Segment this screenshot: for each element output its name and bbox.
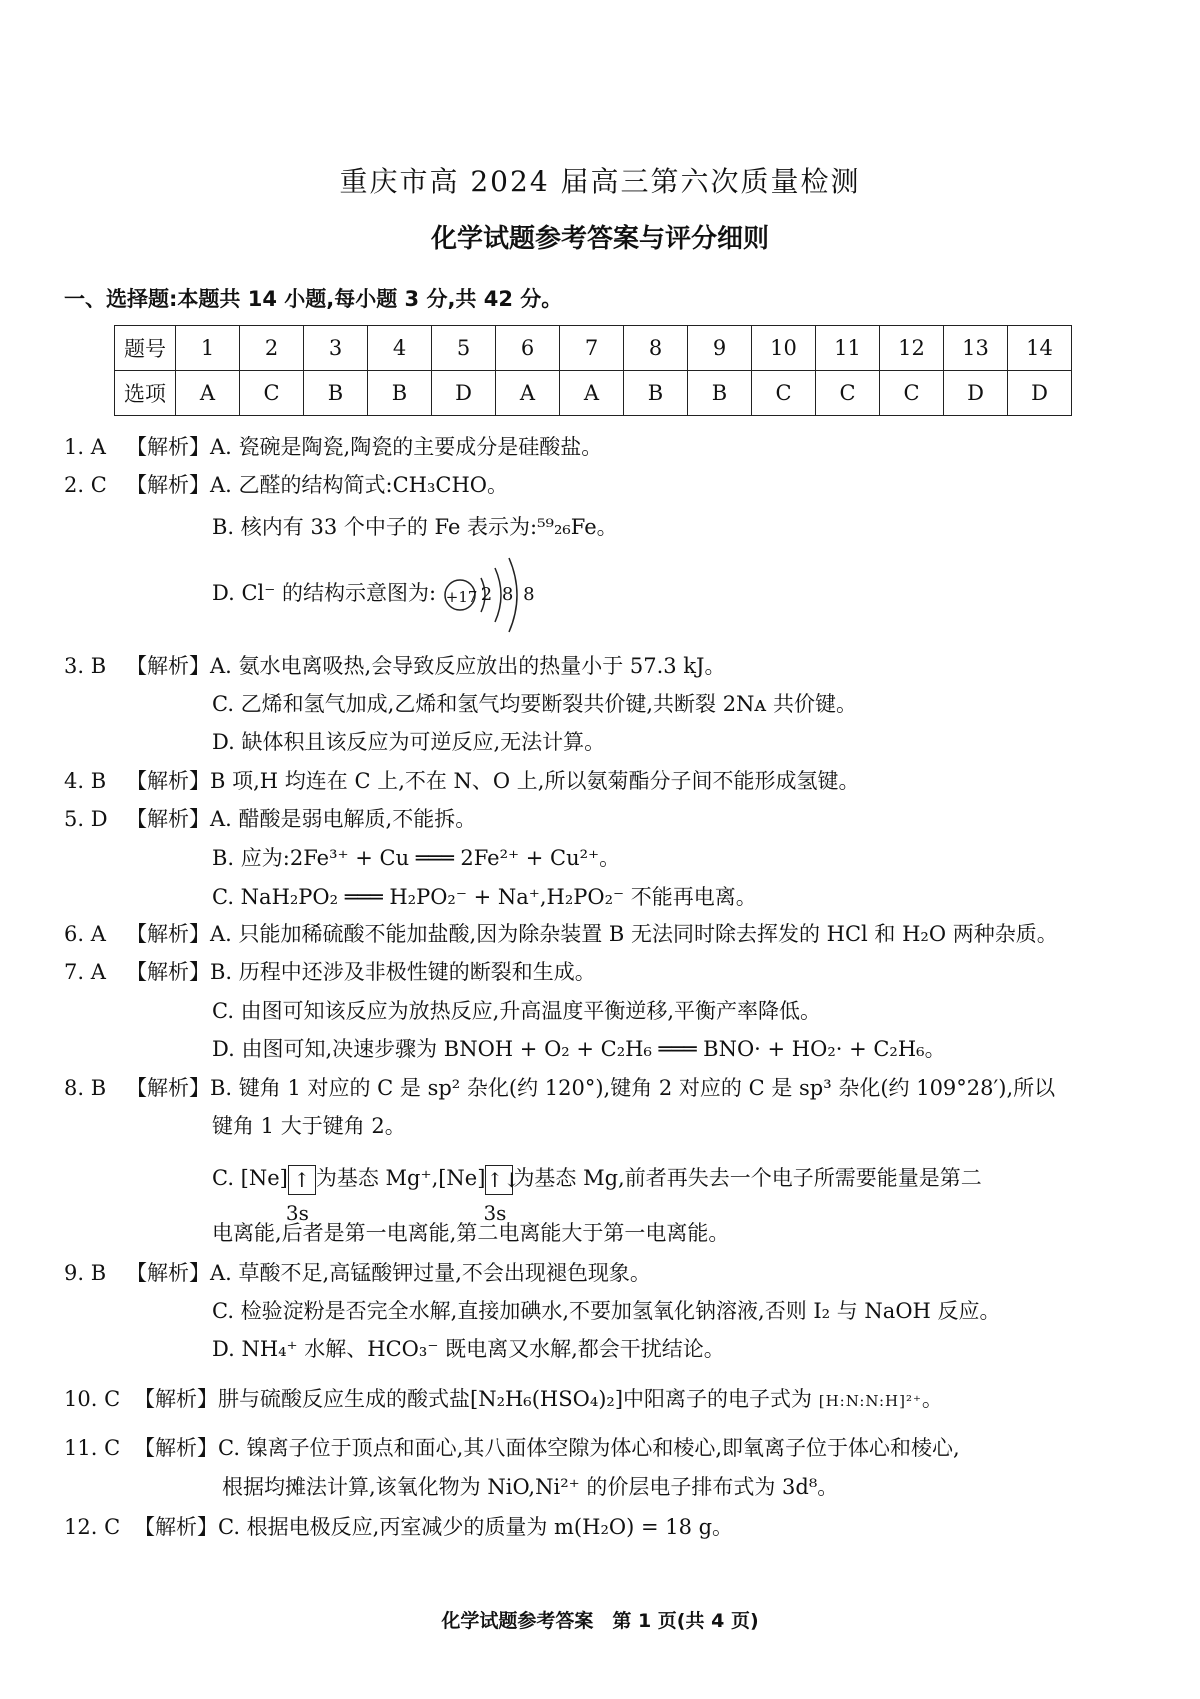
answer-cell: A (176, 371, 240, 416)
answer-cell: D (1008, 371, 1072, 416)
explanation-q5-b: B. 应为:2Fe³⁺ + Cu ═══ 2Fe²⁺ + Cu²⁺。 (212, 846, 621, 870)
explanation-q7 (64, 957, 596, 987)
item-text: A. 瓷碗是陶瓷,陶瓷的主要成分是硅酸盐。 (210, 435, 603, 459)
item-tag: 【解析】 (126, 960, 210, 984)
explanation-q9-c: C. 检验淀粉是否完全水解,直接加碘水,不要加氢氧化钠溶液,否则 I₂ 与 NaOH 反应。 (212, 1299, 1001, 1323)
explanation-q8-b2: 键角 1 大于键角 2。 (212, 1114, 406, 1138)
item-number: 8. B (64, 1076, 107, 1100)
page-footer: 化学试题参考答案 第 1 页(共 4 页) (441, 1610, 759, 1632)
item-text: A. 乙醛的结构简式:CH₃CHO。 (210, 473, 508, 497)
item-text: A. 醋酸是弱电解质,不能拆。 (210, 807, 477, 831)
item-text: B. 历程中还涉及非极性键的断裂和生成。 (210, 960, 596, 984)
item-text: C. 镍离子位于顶点和面心,其八面体空隙为体心和棱心,即氧离子位于体心和棱心, (218, 1436, 960, 1460)
explanation-q12 (64, 1512, 733, 1542)
explanation-q9 (64, 1258, 651, 1288)
item-text: 为基态 Mg,前者再失去一个电子所需要能量是第二 (513, 1166, 982, 1190)
answer-cell: C (240, 371, 304, 416)
orbital-box: ↑ (288, 1165, 316, 1195)
electron-dot-formula: [H:N:N:H]²⁺ (818, 1392, 922, 1410)
question-number: 3 (304, 326, 368, 371)
orbital-box-3s (285, 1164, 316, 1225)
explanation-q4 (64, 766, 859, 796)
question-number: 4 (368, 326, 432, 371)
item-number: 9. B (64, 1261, 107, 1285)
explanation-q11 (64, 1433, 960, 1463)
explanation-q2 (64, 470, 508, 500)
question-number: 13 (944, 326, 1008, 371)
item-number: 7. A (64, 960, 106, 984)
item-text: 为基态 Mg⁺,[Ne] (315, 1166, 486, 1190)
answer-cell: D (944, 371, 1008, 416)
item-number: 4. B (64, 769, 107, 793)
item-number: 1. A (64, 435, 106, 459)
explanation-q10 (64, 1384, 943, 1416)
explanation-q5 (64, 804, 476, 834)
item-text: A. 氨水电离吸热,会导致反应放出的热量小于 57.3 kJ。 (210, 654, 726, 678)
row-label-answer: 选项 (115, 371, 176, 416)
item-number: 11. C (64, 1436, 121, 1460)
explanation-q8 (64, 1073, 1055, 1103)
item-text: 肼与硫酸反应生成的酸式盐[N₂H₆(HSO₄)₂]中阳离子的电子式为 (218, 1387, 813, 1411)
item-text: 。 (921, 1387, 943, 1411)
answer-cell: A (560, 371, 624, 416)
explanation-q1 (64, 432, 602, 462)
answer-cell: B (624, 371, 688, 416)
page-title: 重庆市高 2024 届高三第六次质量检测 (339, 165, 861, 198)
question-number: 5 (432, 326, 496, 371)
answer-cell: C (880, 371, 944, 416)
item-text: D. Cl⁻ 的结构示意图为: (212, 581, 437, 605)
row-label-question: 题号 (115, 326, 176, 371)
question-number: 7 (560, 326, 624, 371)
section-heading: 一、选择题:本题共 14 小题,每小题 3 分,共 42 分。 (64, 287, 563, 311)
item-number: 12. C (64, 1515, 121, 1539)
item-text: B 项,H 均连在 C 上,不在 N、O 上,所以氨菊酯分子间不能形成氢键。 (210, 769, 860, 793)
atom-structure-diagram (443, 580, 535, 610)
item-number: 6. A (64, 922, 106, 946)
answer-row (115, 371, 1072, 416)
question-number: 1 (176, 326, 240, 371)
question-number: 9 (688, 326, 752, 371)
explanation-q7-c: C. 由图可知该反应为放热反应,升高温度平衡逆移,平衡产率降低。 (212, 999, 822, 1023)
explanation-q2-d (212, 578, 535, 610)
item-text: A. 草酸不足,高锰酸钾过量,不会出现褪色现象。 (210, 1261, 651, 1285)
item-tag: 【解析】 (126, 1261, 210, 1285)
nucleus-charge: +17 (445, 587, 478, 606)
question-number: 8 (624, 326, 688, 371)
item-tag: 【解析】 (126, 807, 210, 831)
page-subtitle: 化学试题参考答案与评分细则 (430, 224, 769, 254)
question-number: 11 (816, 326, 880, 371)
item-number: 5. D (64, 807, 108, 831)
explanation-q7-d: D. 由图可知,决速步骤为 BNOH + O₂ + C₂H₆ ═══ BNO· + HO₂· + C₂H₆。 (212, 1037, 946, 1061)
item-text: C. 根据电极反应,丙室减少的质量为 m(H₂O) = 18 g。 (218, 1515, 734, 1539)
item-tag: 【解析】 (126, 654, 210, 678)
answer-cell: C (752, 371, 816, 416)
explanation-q3-d: D. 缺体积且该反应为可逆反应,无法计算。 (212, 730, 606, 754)
item-text: B. 键角 1 对应的 C 是 sp² 杂化(约 120°),键角 2 对应的 C 是 sp³ 杂化(约 109°28′),所以 (210, 1076, 1056, 1100)
answer-cell: B (368, 371, 432, 416)
item-tag: 【解析】 (134, 1515, 218, 1539)
answer-cell: D (432, 371, 496, 416)
explanation-q3-c: C. 乙烯和氢气加成,乙烯和氢气均要断裂共价键,共断裂 2Nᴀ 共价键。 (212, 692, 857, 716)
electron-shells: 2 8 8 (480, 583, 537, 605)
explanation-q6 (64, 919, 1058, 949)
answer-cell: B (304, 371, 368, 416)
explanation-q5-c: C. NaH₂PO₂ ═══ H₂PO₂⁻ + Na⁺,H₂PO₂⁻ 不能再电离。 (212, 885, 757, 909)
item-tag: 【解析】 (134, 1436, 218, 1460)
orbital-box: ↑↓ (485, 1165, 513, 1195)
explanation-q2-b: B. 核内有 33 个中子的 Fe 表示为:⁵⁹₂₆Fe。 (212, 515, 618, 539)
item-tag: 【解析】 (126, 1076, 210, 1100)
orbital-box-3s (483, 1164, 520, 1225)
item-number: 2. C (64, 473, 107, 497)
answer-cell: B (688, 371, 752, 416)
item-tag: 【解析】 (126, 473, 210, 497)
orbital-label: 3s (483, 1200, 507, 1225)
question-number: 6 (496, 326, 560, 371)
item-text: C. [Ne] (212, 1166, 288, 1190)
item-tag: 【解析】 (126, 435, 210, 459)
explanation-q8-c2: 电离能,后者是第一电离能,第二电离能大于第一电离能。 (212, 1221, 730, 1245)
explanation-q9-d: D. NH₄⁺ 水解、HCO₃⁻ 既电离又水解,都会干扰结论。 (212, 1337, 725, 1361)
explanation-q8-c (212, 1163, 982, 1225)
answer-cell: C (816, 371, 880, 416)
item-tag: 【解析】 (134, 1387, 218, 1411)
question-number: 14 (1008, 326, 1072, 371)
orbital-label: 3s (285, 1200, 309, 1225)
question-number-row (115, 326, 1072, 371)
answer-table (114, 325, 1072, 416)
item-number: 3. B (64, 654, 107, 678)
question-number: 12 (880, 326, 944, 371)
item-tag: 【解析】 (126, 769, 210, 793)
explanation-q3 (64, 651, 725, 681)
question-number: 10 (752, 326, 816, 371)
item-tag: 【解析】 (126, 922, 210, 946)
question-number: 2 (240, 326, 304, 371)
item-number: 10. C (64, 1387, 121, 1411)
explanation-q11-c2: 根据均摊法计算,该氧化物为 NiO,Ni²⁺ 的价层电子排布式为 3d⁸。 (222, 1475, 839, 1499)
item-text: A. 只能加稀硫酸不能加盐酸,因为除杂装置 B 无法同时除去挥发的 HCl 和 H₂O 两种杂质。 (210, 922, 1058, 946)
answer-cell: A (496, 371, 560, 416)
